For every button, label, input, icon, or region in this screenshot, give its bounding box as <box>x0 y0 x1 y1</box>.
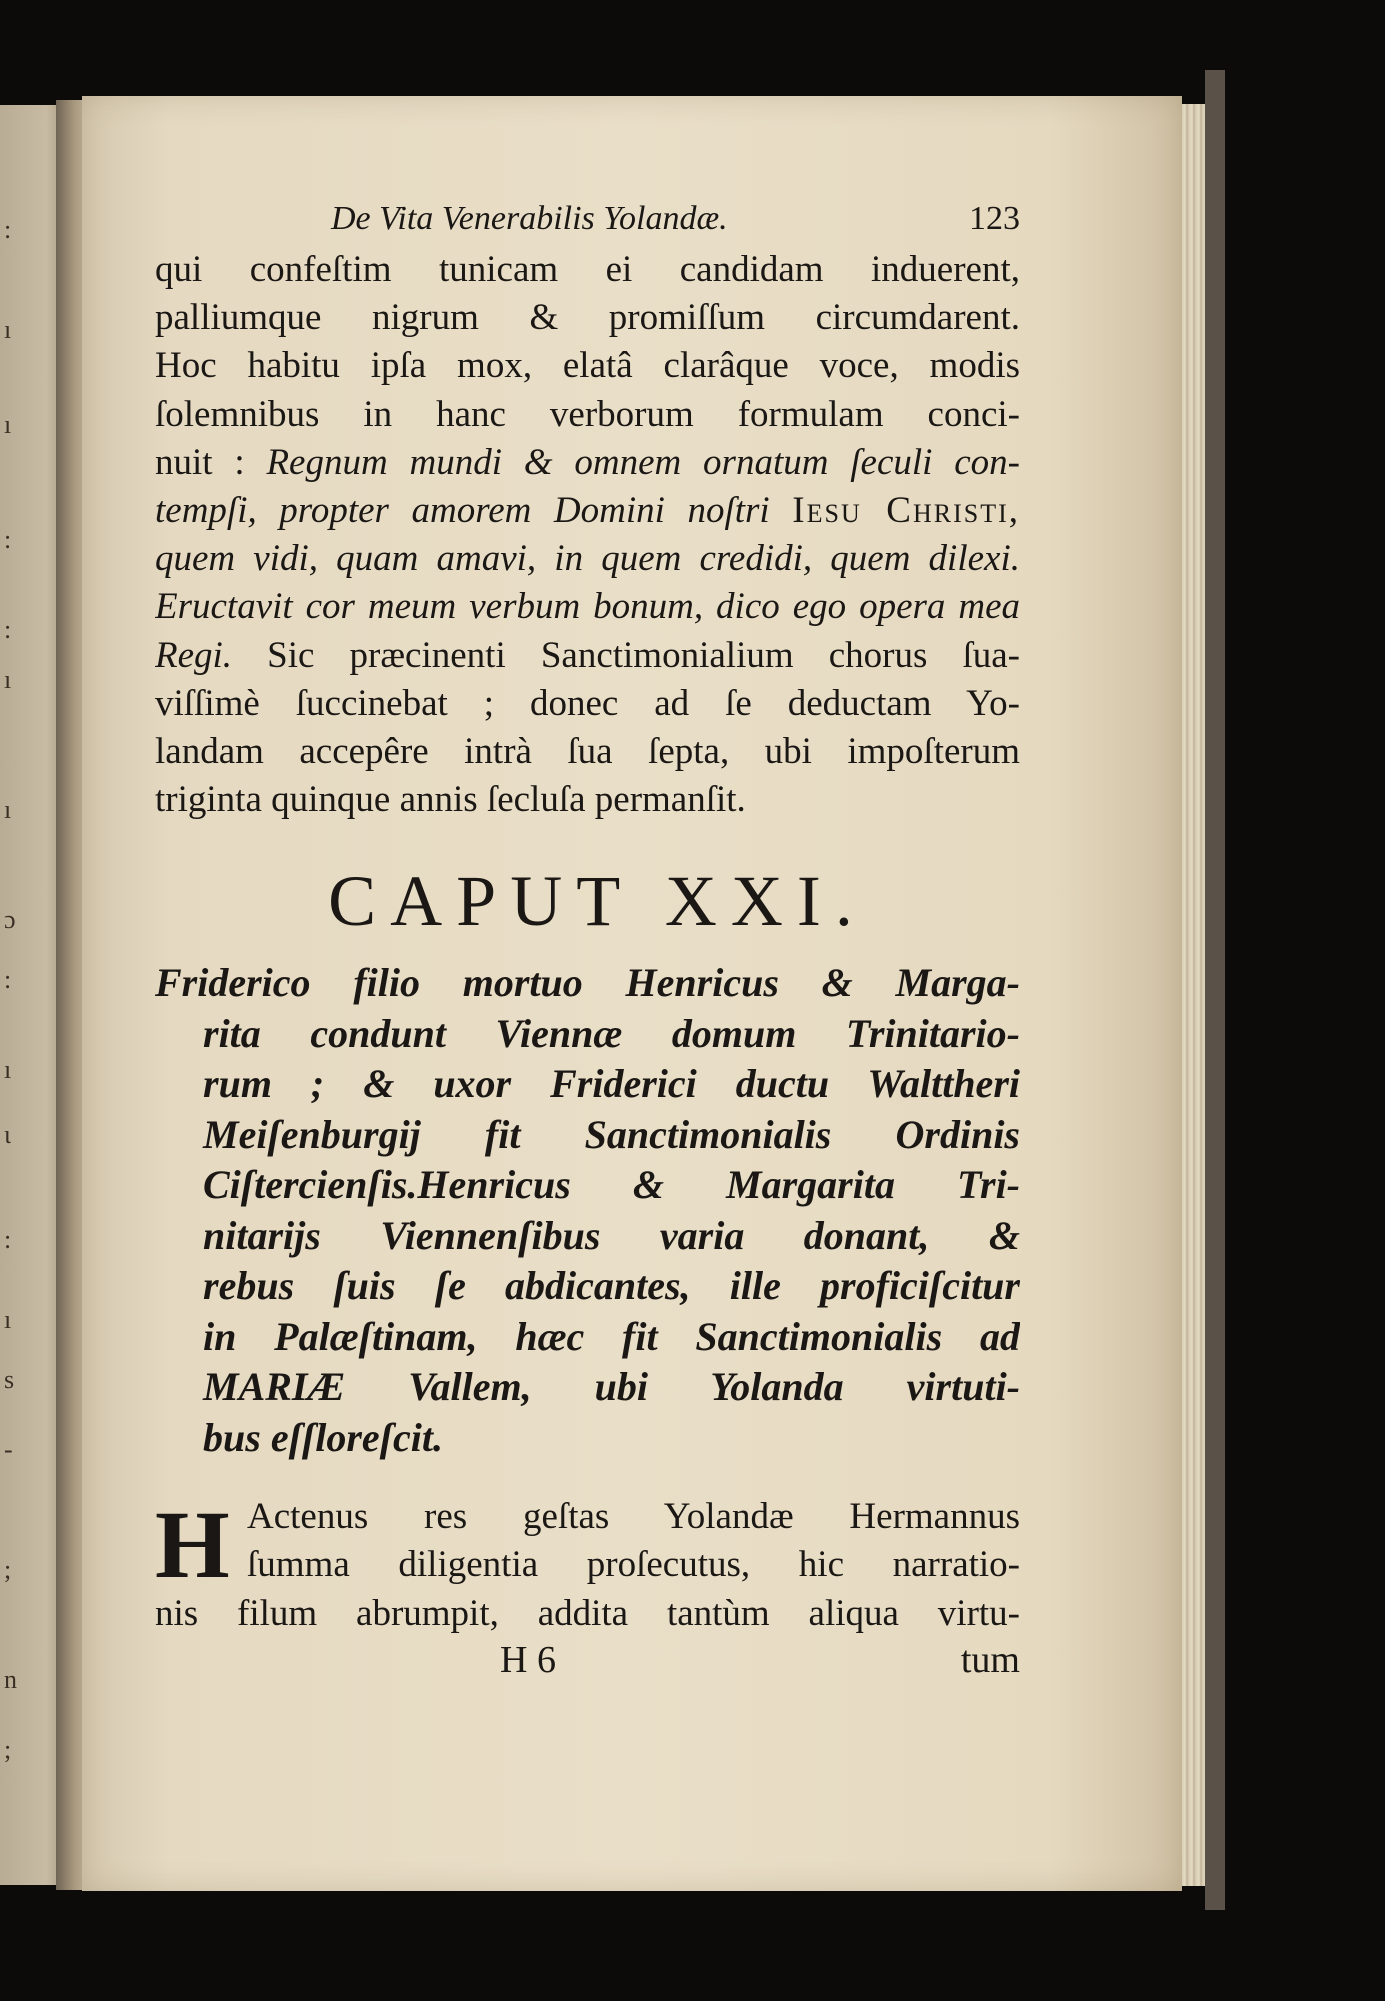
summary-line: in Palæſtinam, hæc fit Sanctimonialis ad <box>203 1313 1020 1359</box>
page-header <box>155 200 1020 246</box>
page-text <box>155 200 1020 1686</box>
text-span: Sic præcinenti Sanctimonialium chorus ſua- <box>232 634 1020 676</box>
summary-line: rebus ſuis ſe abdicantes, ille proficiſcitur <box>203 1263 1020 1309</box>
page-footer <box>155 1638 1020 1686</box>
text-line: landam accepêre intrà ſua ſepta, ubi impoſterum <box>155 730 1020 772</box>
chapter-summary <box>155 958 1020 1463</box>
summary-line: nitarijs Viennenſibus varia donant, & <box>203 1212 1020 1258</box>
italic-line: quem vidi, quam amavi, in quem credidi, quem dilexi. <box>155 538 1020 580</box>
text-line <box>155 632 1020 680</box>
text-line: nis filum abrumpit, addita tantùm aliqua virtu- <box>155 1592 1020 1634</box>
facing-page-edge: : ı ı : : ı ı ɔ : ı ɩ : ı s - ; n ; <box>0 105 66 1885</box>
summary-line: Meiſenburgij fit Sanctimonialis Ordinis <box>203 1111 1020 1157</box>
italic-line: Eructavit cor meum verbum bonum, dico ego opera mea <box>155 586 1020 628</box>
small-caps-name: Iesu Christi, <box>792 489 1020 531</box>
summary-line: rita condunt Viennæ domum Trinitario- <box>203 1010 1020 1056</box>
drop-cap: H <box>155 1491 230 1599</box>
running-head: De Vita Venerabilis Yolandæ. <box>331 200 728 237</box>
text-line: ſumma diligentia proſecutus, hic narratio- <box>247 1544 1020 1586</box>
text-line: viſſimè ſuccinebat ; donec ad ſe deductam Yo- <box>155 682 1020 724</box>
italic-quote: Regnum mundi & omnem ornatum ſeculi con- <box>266 441 1020 483</box>
summary-line: Ciſtercienſis.Henricus & Margarita Tri- <box>203 1162 1020 1208</box>
italic-quote: tempſi, propter amorem Domini noſtri <box>155 489 793 531</box>
text-line <box>155 439 1020 487</box>
text-line: ſolemnibus in hanc verborum formulam conci- <box>155 393 1020 435</box>
summary-line: bus eſſloreſcit. <box>203 1414 443 1460</box>
book-cover-edge <box>1205 70 1225 1910</box>
summary-line: rum ; & uxor Friderici ductu Walttheri <box>203 1061 1020 1107</box>
italic-quote: Regi. <box>155 634 233 676</box>
summary-line: MARIÆ Vallem, ubi Yolanda virtuti- <box>203 1364 1020 1410</box>
text-line: qui confeſtim tunicam ei candidam induerent, <box>155 249 1020 290</box>
signature-mark: H 6 <box>500 1638 556 1681</box>
paragraph-1 <box>155 246 1020 824</box>
summary-line: Friderico filio mortuo Henricus & Marga- <box>155 960 1020 1006</box>
text-span: nuit : <box>155 441 267 483</box>
page-number: 123 <box>969 200 1020 237</box>
chapter-heading: CAPUT XXI. <box>328 861 867 942</box>
text-line: palliumque nigrum & promiſſum circumdarent. <box>155 297 1020 339</box>
catchword: tum <box>960 1638 1020 1681</box>
text-line: Hoc habitu ipſa mox, elatâ clarâque voce, modis <box>155 345 1020 387</box>
text-line <box>155 487 1020 535</box>
text-line: triginta quinque annis ſecluſa permanſit. <box>155 779 746 821</box>
text-line: Actenus res geſtas Yolandæ Hermannus <box>247 1496 1020 1538</box>
paragraph-2 <box>155 1493 1020 1638</box>
